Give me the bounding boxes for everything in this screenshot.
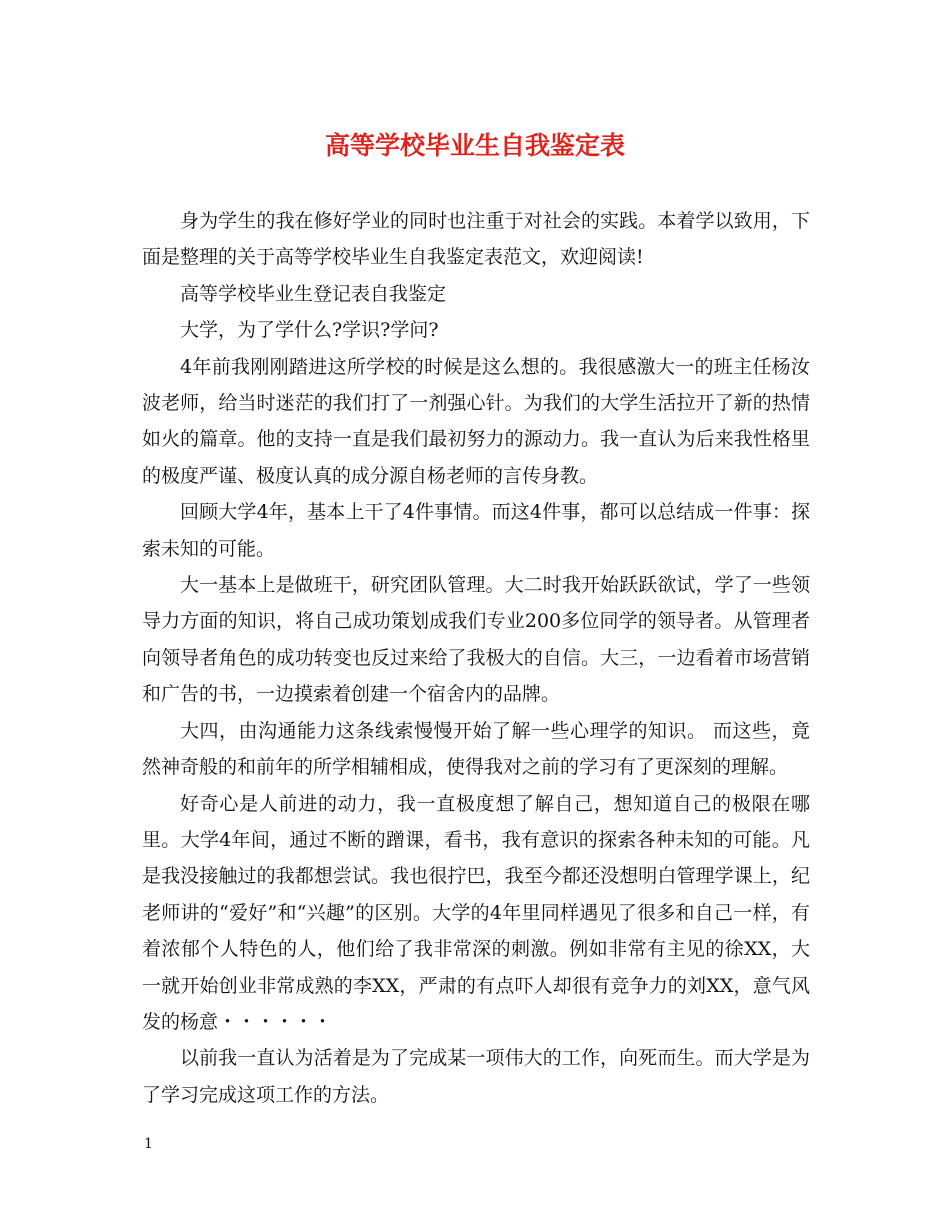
document-title: 高等学校毕业生自我鉴定表	[324, 131, 625, 160]
document-body	[142, 203, 810, 1113]
paragraph-year-four: 大四，由沟通能力这条线索慢慢开始了解一些心理学的知识。 而这些，竟然神奇般的和前年的所学相辅相成，使得我对之前的学习有了更深刻的理解。	[142, 719, 810, 779]
paragraph-freshman-memory: 4年前我刚刚踏进这所学校的时候是这么想的。我很感激大一的班主任杨汝波老师，给当时迷茫的我们打了一剂强心针。为我们的大学生活拉开了新的热情如火的篇章。他的支持一直是我们最初努力的源动力。我一直认为后来我性格里的极度严谨、极度认真的成分源自杨老师的言传身教。	[142, 355, 810, 487]
paragraph-four-years: 回顾大学4年，基本上干了4件事情。而这4件事，都可以总结成一件事：探索未知的可能。	[142, 501, 810, 560]
paragraph-subheading: 高等学校毕业生登记表自我鉴定	[180, 282, 447, 305]
page-number: 1	[144, 1136, 153, 1152]
paragraph-conclusion: 以前我一直认为活着是为了完成某一项伟大的工作，向死而生。而大学是为了学习完成这项工作的方法。	[142, 1047, 810, 1106]
paragraph-year-one-to-three: 大一基本上是做班干，研究团队管理。大二时我开始跃跃欲试，学了一些领导力方面的知识，将自己成功策划成我们专业200多位同学的领导者。从管理者向领导者角色的成功转变也反过来给了我极大的自信。大三，一边看着市场营销和广告的书，一边摸索着创建一个宿舍内的品牌。	[142, 574, 810, 706]
paragraph-question: 大学，为了学什么?学识?学问?	[180, 319, 439, 342]
paragraph-curiosity: 好奇心是人前进的动力，我一直极度想了解自己，想知道自己的极限在哪里。大学4年间，通过不断的蹭课，看书，我有意识的探索各种未知的可能。凡是我没接触过的我都想尝试。我也很拧巴，我至今都还没想明白管理学课上，纪老师讲的“爱好”和“兴趣”的区别。大学的4年里同样遇见了很多和自己一样，有着浓郁个人特色的人，他们给了我非常深的刺激。例如非常有主见的徐XX，大一就开始创业非常成熟的李XX，严肃的有点吓人却很有竞争力的刘XX，意气风发的杨意・・・・・・	[142, 792, 810, 1033]
paragraph-intro: 身为学生的我在修好学业的同时也注重于对社会的实践。本着学以致用，下面是整理的关于高等学校毕业生自我鉴定表范文，欢迎阅读!	[142, 210, 810, 269]
